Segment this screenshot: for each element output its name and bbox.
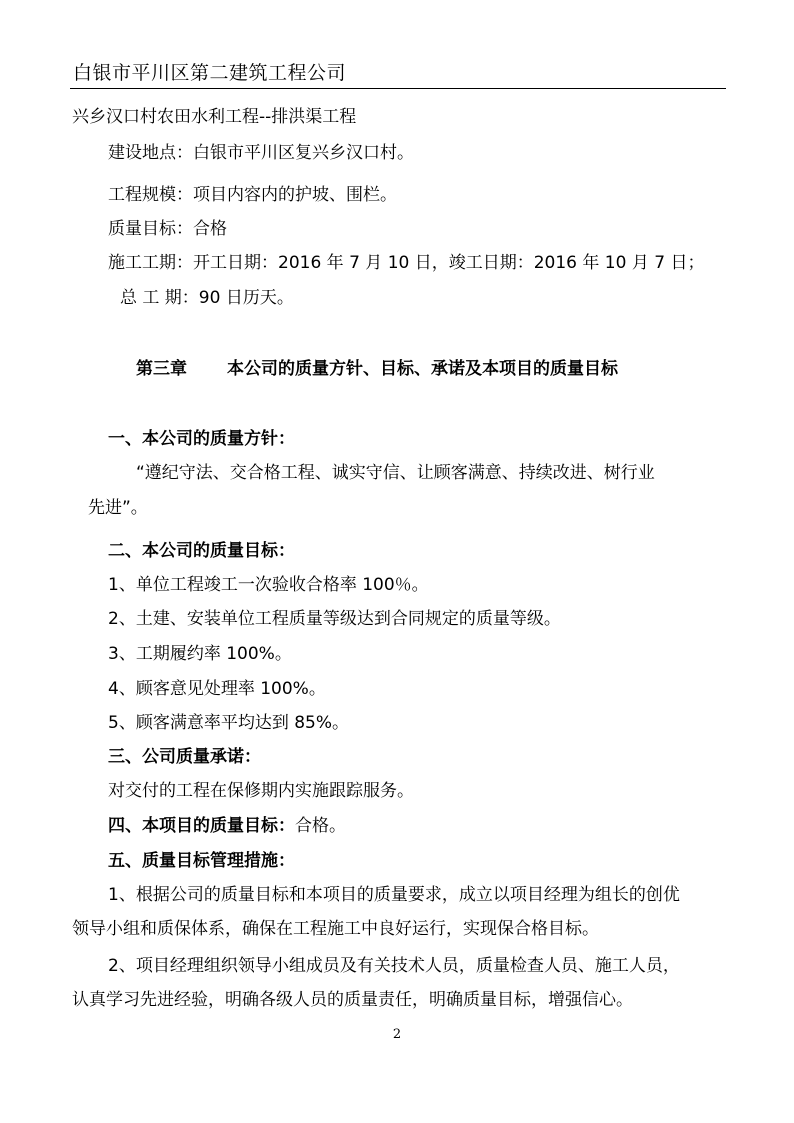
chapter-number: 第三章 [136,359,187,379]
policy-text-line1: “遵纪守法、交合格工程、诚实守信、让顾客满意、持续改进、树行业 [136,463,655,483]
policy-text-line2: 先进”。 [88,498,148,518]
project-total-duration: 总 工 期：90 日历天。 [120,288,294,308]
goal-item-3: 3、工期履约率 100%。 [108,644,292,664]
section-measures-heading: 五、质量目标管理措施： [108,851,295,871]
measure-2-line1: 2、项目经理组织领导小组成员及有关技术人员，质量检查人员、施工人员， [108,956,680,976]
goal-item-5: 5、顾客满意率平均达到 85%。 [108,713,350,733]
project-location: 建设地点：白银市平川区复兴乡汉口村。 [108,143,414,163]
project-schedule: 施工工期：开工日期：2016 年 7 月 10 日，竣工日期：2016 年 10 月 7 日； [108,253,705,273]
chapter-heading [136,358,618,380]
commitment-text: 对交付的工程在保修期内实施跟踪服务。 [108,781,414,801]
goal-item-4: 4、顾客意见处理率 100%。 [108,679,326,699]
measure-1-line1: 1、根据公司的质量目标和本项目的质量要求，成立以项目经理为组长的创优 [108,885,680,905]
goal-item-1: 1、单位工程竣工一次验收合格率 100％。 [108,575,429,595]
project-scale: 工程规模：项目内容内的护坡、围栏。 [108,185,397,205]
section-policy-heading: 一、本公司的质量方针： [108,429,295,449]
project-goal-label: 四、本项目的质量目标： [108,816,295,836]
section-project-goal [108,815,346,837]
project-name-tail: 兴乡汉口村农田水利工程--排洪渠工程 [72,107,357,127]
section-goals-heading: 二、本公司的质量目标： [108,541,295,561]
project-quality-target: 质量目标：合格 [108,219,227,239]
section-commitment-heading: 三、公司质量承诺： [108,747,261,767]
page-number: 2 [392,1027,402,1042]
header-company-name: 白银市平川区第二建筑工程公司 [73,62,347,84]
goal-item-2: 2、土建、安装单位工程质量等级达到合同规定的质量等级。 [108,609,561,629]
project-goal-value: 合格。 [295,816,346,836]
header-divider [70,88,726,89]
chapter-title: 本公司的质量方针、目标、承诺及本项目的质量目标 [227,359,618,379]
measure-1-line2: 领导小组和质保体系，确保在工程施工中良好运行，实现保合格目标。 [72,919,599,939]
measure-2-line2: 认真学习先进经验，明确各级人员的质量责任，明确质量目标，增强信心。 [72,990,633,1010]
